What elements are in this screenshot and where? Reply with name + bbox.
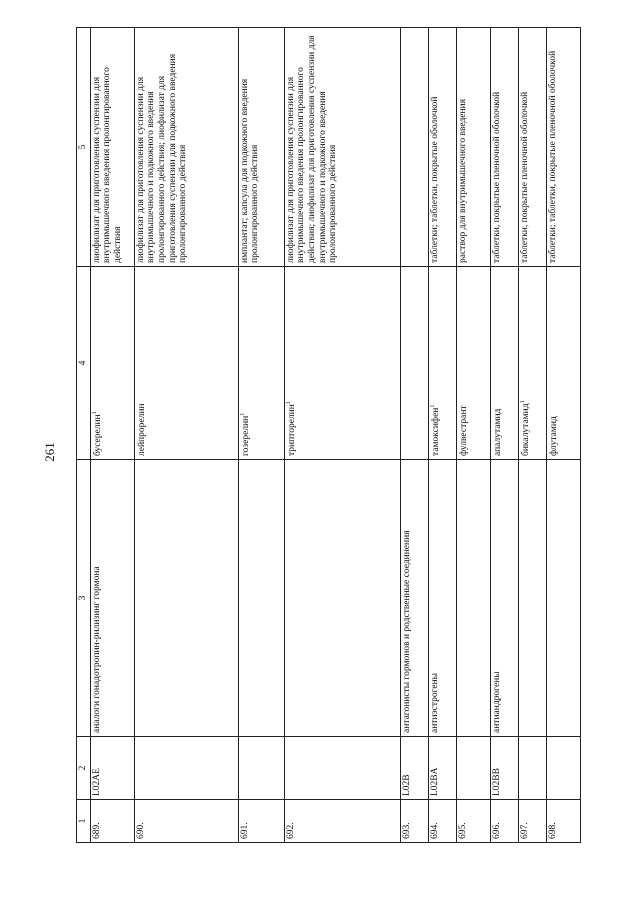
group-name: [456, 460, 490, 737]
table-row: [400, 28, 428, 843]
atc-code: [238, 737, 284, 800]
row-number: 691.: [238, 800, 284, 843]
atc-code: L02B: [400, 737, 428, 800]
group-name: антиэстрогены: [428, 460, 456, 737]
drug-name: гозерелин$^1$: [238, 267, 284, 460]
dosage-forms: раствор для внутримышечного введения: [456, 28, 490, 267]
group-name: антиандрогены: [490, 460, 518, 737]
drug-name: апалутамид: [490, 267, 518, 460]
dosage-forms: таблетки; таблетки, покрытые оболочкой: [428, 28, 456, 267]
atc-code: [456, 737, 490, 800]
group-name: [134, 460, 238, 737]
dosage-forms: имплантат; капсула для подкожного введения пролонгированного действия: [238, 28, 284, 267]
row-number: 698.: [546, 800, 580, 843]
drug-name: бикалутамид$^1$: [518, 267, 546, 460]
dosage-forms: лиофилизат для приготовления суспензии для внутримышечного введения пролонгированного действия; лиофилизат для приготовления суспензии для внутримышечного и подкожного введения пролонгированного действия: [284, 28, 400, 267]
group-name: антагонисты гормонов и родственные соединения: [400, 460, 428, 737]
drug-name: тамоксифен$^1$: [428, 267, 456, 460]
row-number: 694.: [428, 800, 456, 843]
drug-name: лейпрорелин: [134, 267, 238, 460]
dosage-forms: лиофилизат для приготовления суспензии для внутримышечного введения пролонгированного действия: [90, 28, 134, 267]
drug-table: [76, 27, 581, 843]
atc-code: L02BA: [428, 737, 456, 800]
row-number: 690.: [134, 800, 238, 843]
atc-code: [518, 737, 546, 800]
drug-name: бусерелин$^1$: [90, 267, 134, 460]
drug-name: флутамид: [546, 267, 580, 460]
table-row: [546, 28, 580, 843]
row-number: 692.: [284, 800, 400, 843]
header-col-4: 4: [77, 267, 91, 460]
table-row: [90, 28, 134, 843]
drug-name: трипторелин$^1$: [284, 267, 400, 460]
group-name: [284, 460, 400, 737]
dosage-forms: таблетки, покрытые пленочной оболочкой: [518, 28, 546, 267]
dosage-forms: таблетки; таблетки, покрытые пленочной оболочкой: [546, 28, 580, 267]
table-row: [134, 28, 238, 843]
row-number: 693.: [400, 800, 428, 843]
dosage-forms: лиофилизат для приготовления суспензии для внутримышечного и подкожного введения пролонгированного действия; лиофилизат для приготовления суспензии для подкожного введения пролонгированного действия: [134, 28, 238, 267]
group-name: [546, 460, 580, 737]
group-name: [518, 460, 546, 737]
dosage-forms: таблетки, покрытые пленочной оболочкой: [490, 28, 518, 267]
atc-code: [546, 737, 580, 800]
table-header-row: [77, 28, 91, 843]
header-col-1: 1: [77, 800, 91, 843]
drug-name: фулвестрант: [456, 267, 490, 460]
header-col-5: 5: [77, 28, 91, 267]
page-number: 261: [42, 442, 57, 462]
atc-code: L02BB: [490, 737, 518, 800]
atc-code: [134, 737, 238, 800]
atc-code: L02AE: [90, 737, 134, 800]
group-name: [238, 460, 284, 737]
group-name: аналоги гонадотропин-рилизинг гормона: [90, 460, 134, 737]
row-number: 697.: [518, 800, 546, 843]
table-row: [428, 28, 456, 843]
header-col-3: 3: [77, 460, 91, 737]
row-number: 696.: [490, 800, 518, 843]
rotated-table-container: [76, 35, 606, 843]
row-number: 689.: [90, 800, 134, 843]
header-col-2: 2: [77, 737, 91, 800]
table-row: [518, 28, 546, 843]
dosage-forms: [400, 28, 428, 267]
drug-name: [400, 267, 428, 460]
table-row: [238, 28, 284, 843]
table-row: [456, 28, 490, 843]
table-row: [490, 28, 518, 843]
row-number: 695.: [456, 800, 490, 843]
atc-code: [284, 737, 400, 800]
table-row: [284, 28, 400, 843]
